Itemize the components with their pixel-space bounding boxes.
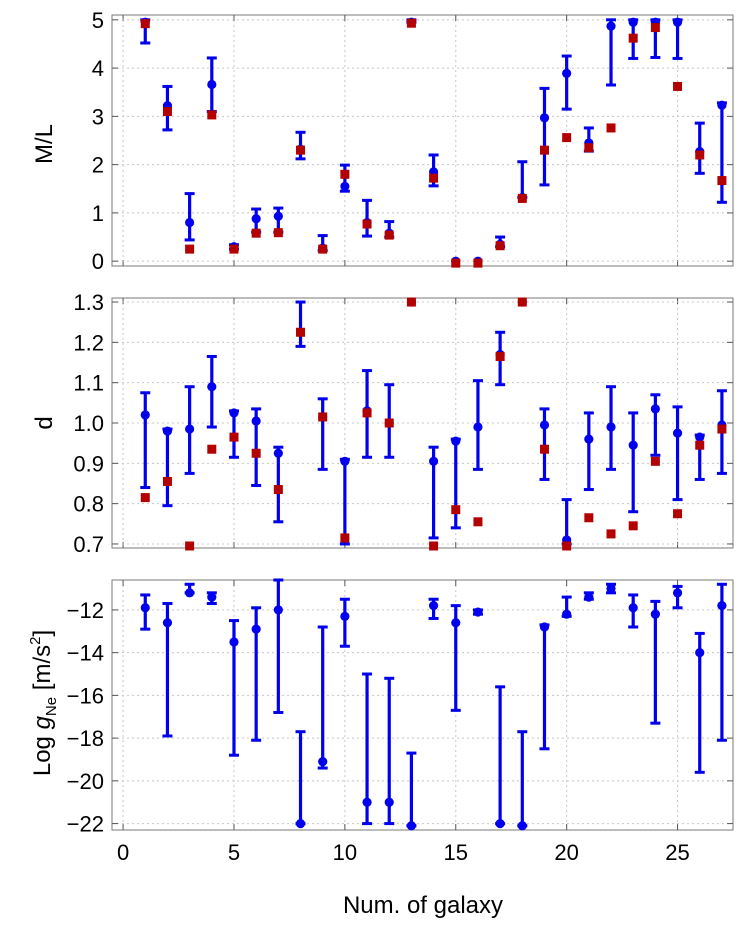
- top-square-point: [473, 259, 482, 268]
- middle-square-point: [340, 533, 349, 542]
- bottom-y-tick-label: −12: [66, 597, 104, 623]
- bottom-circle-point: [473, 607, 482, 616]
- bottom-circle-point: [562, 610, 571, 619]
- bottom-circle-point: [229, 637, 238, 646]
- top-square-point: [141, 19, 150, 28]
- bottom-circle-point: [274, 605, 283, 614]
- top-circle-point: [540, 113, 549, 122]
- middle-square-point: [141, 493, 150, 502]
- bottom-circle-point: [673, 588, 682, 597]
- panel-middle-y-axis-title: d: [31, 416, 58, 430]
- top-square-point: [274, 228, 283, 237]
- top-square-point: [296, 146, 305, 155]
- middle-square-point: [163, 477, 172, 486]
- bottom-circle-point: [584, 592, 593, 601]
- middle-square-point: [274, 485, 283, 494]
- top-y-tick-label: 3: [91, 104, 104, 130]
- middle-square-point: [607, 529, 616, 538]
- middle-square-point: [207, 445, 216, 454]
- bottom-circle-point: [451, 618, 460, 627]
- middle-circle-point: [229, 408, 238, 417]
- middle-circle-point: [695, 433, 704, 442]
- panel-mass-to-light: [31, 8, 733, 274]
- middle-circle-point: [207, 382, 216, 391]
- middle-circle-point: [651, 404, 660, 413]
- middle-y-tick-label: 0.8: [73, 491, 104, 517]
- top-circle-point: [185, 218, 194, 227]
- top-square-point: [385, 231, 394, 240]
- middle-circle-point: [274, 449, 283, 458]
- top-square-point: [673, 82, 682, 91]
- bottom-circle-point: [207, 592, 216, 601]
- bottom-circle-point: [163, 618, 172, 627]
- middle-square-point: [296, 328, 305, 337]
- bottom-circle-point: [252, 625, 261, 634]
- top-circle-point: [252, 214, 261, 223]
- bottom-y-tick-label: −18: [66, 726, 104, 752]
- bottom-plot-frame: [112, 580, 733, 830]
- top-square-point: [207, 110, 216, 119]
- middle-circle-point: [252, 416, 261, 425]
- top-square-point: [229, 245, 238, 254]
- bottom-circle-point: [385, 798, 394, 807]
- middle-circle-point: [473, 422, 482, 431]
- middle-square-point: [385, 419, 394, 428]
- top-y-tick-label: 4: [91, 56, 104, 82]
- middle-square-point: [407, 298, 416, 307]
- bottom-circle-point: [141, 603, 150, 612]
- panel-log-g-ne: [27, 580, 733, 865]
- top-circle-point: [717, 101, 726, 110]
- top-circle-point: [207, 80, 216, 89]
- top-square-point: [163, 107, 172, 116]
- top-square-point: [363, 220, 372, 229]
- top-square-point: [717, 176, 726, 185]
- bottom-circle-point: [429, 601, 438, 610]
- top-circle-point: [562, 69, 571, 78]
- bottom-circle-point: [629, 603, 638, 612]
- bottom-circle-point: [362, 798, 371, 807]
- top-square-point: [651, 23, 660, 32]
- top-circle-point: [673, 18, 682, 27]
- top-square-point: [318, 245, 327, 254]
- top-square-point: [340, 170, 349, 179]
- top-square-point: [429, 174, 438, 183]
- middle-circle-point: [185, 424, 194, 433]
- panel-bottom-y-axis-title: Log $g_{Ne}$ $[m/s^2]$: [27, 629, 60, 777]
- middle-square-point: [318, 412, 327, 421]
- middle-square-point: [651, 457, 660, 466]
- bottom-circle-point: [651, 610, 660, 619]
- middle-circle-point: [141, 410, 150, 419]
- middle-y-tick-label: 1.3: [73, 290, 104, 316]
- top-circle-point: [629, 18, 638, 27]
- bottom-circle-point: [606, 584, 615, 593]
- top-square-point: [252, 229, 261, 238]
- middle-square-point: [429, 541, 438, 550]
- bottom-circle-point: [695, 648, 704, 657]
- bottom-circle-point: [407, 821, 416, 830]
- middle-square-point: [363, 408, 372, 417]
- bottom-y-tick-label: −14: [66, 640, 104, 666]
- middle-circle-point: [629, 441, 638, 450]
- top-circle-point: [340, 182, 349, 191]
- middle-circle-point: [584, 435, 593, 444]
- top-y-tick-label: 5: [91, 7, 104, 33]
- top-square-point: [607, 123, 616, 132]
- middle-circle-point: [606, 422, 615, 431]
- top-square-point: [562, 133, 571, 142]
- middle-circle-point: [340, 457, 349, 466]
- bottom-circle-point: [717, 601, 726, 610]
- top-square-point: [407, 19, 416, 28]
- x-tick-label: 0: [116, 840, 130, 865]
- middle-circle-point: [163, 426, 172, 435]
- middle-y-tick-label: 0.7: [73, 531, 104, 557]
- middle-square-point: [562, 541, 571, 550]
- middle-square-point: [451, 505, 460, 514]
- top-circle-point: [274, 212, 283, 221]
- x-axis-title: Num. of galaxy: [342, 892, 504, 919]
- middle-square-point: [629, 521, 638, 530]
- middle-square-point: [473, 517, 482, 526]
- middle-circle-point: [673, 428, 682, 437]
- top-square-point: [584, 143, 593, 152]
- middle-y-tick-label: 1.1: [73, 370, 104, 396]
- top-square-point: [451, 259, 460, 268]
- top-square-point: [518, 194, 527, 203]
- top-circle-point: [606, 22, 615, 31]
- top-square-point: [695, 150, 704, 159]
- bottom-circle-point: [496, 819, 505, 828]
- middle-y-tick-label: 0.9: [73, 451, 104, 477]
- x-tick-label: 25: [665, 840, 690, 865]
- middle-square-point: [496, 352, 505, 361]
- x-tick-label: 20: [554, 840, 579, 865]
- top-square-point: [185, 245, 194, 254]
- middle-square-point: [185, 541, 194, 550]
- middle-square-point: [518, 298, 527, 307]
- bottom-circle-point: [318, 757, 327, 766]
- middle-square-point: [229, 433, 238, 442]
- panel-d-parameter: [31, 290, 733, 557]
- bottom-y-tick-label: −20: [66, 768, 104, 794]
- top-square-point: [496, 241, 505, 250]
- middle-square-point: [252, 449, 261, 458]
- bottom-circle-point: [340, 612, 349, 621]
- top-y-tick-label: 1: [91, 200, 104, 226]
- x-tick-label: 5: [227, 840, 241, 865]
- panel-top-y-axis-title: M/L: [31, 123, 58, 165]
- middle-y-tick-label: 1.0: [73, 411, 104, 436]
- middle-circle-point: [451, 437, 460, 446]
- middle-square-point: [540, 445, 549, 454]
- bottom-y-tick-label: −16: [66, 683, 104, 709]
- bottom-circle-point: [518, 821, 527, 830]
- top-square-point: [629, 34, 638, 43]
- middle-circle-point: [540, 420, 549, 429]
- bottom-circle-point: [296, 819, 305, 828]
- top-y-tick-label: 2: [91, 152, 104, 178]
- bottom-circle-point: [185, 588, 194, 597]
- bottom-circle-point: [540, 622, 549, 631]
- middle-square-point: [584, 513, 593, 522]
- middle-y-tick-label: 1.2: [73, 330, 104, 356]
- middle-circle-point: [429, 457, 438, 466]
- top-square-point: [540, 146, 549, 155]
- top-y-tick-label: 0: [91, 249, 104, 275]
- x-tick-label: 15: [443, 840, 469, 865]
- top-plot-frame: [112, 15, 733, 266]
- middle-square-point: [695, 441, 704, 450]
- middle-square-point: [717, 425, 726, 434]
- bottom-y-tick-label: −22: [66, 811, 104, 837]
- middle-square-point: [673, 509, 682, 518]
- x-tick-label: 10: [332, 840, 358, 865]
